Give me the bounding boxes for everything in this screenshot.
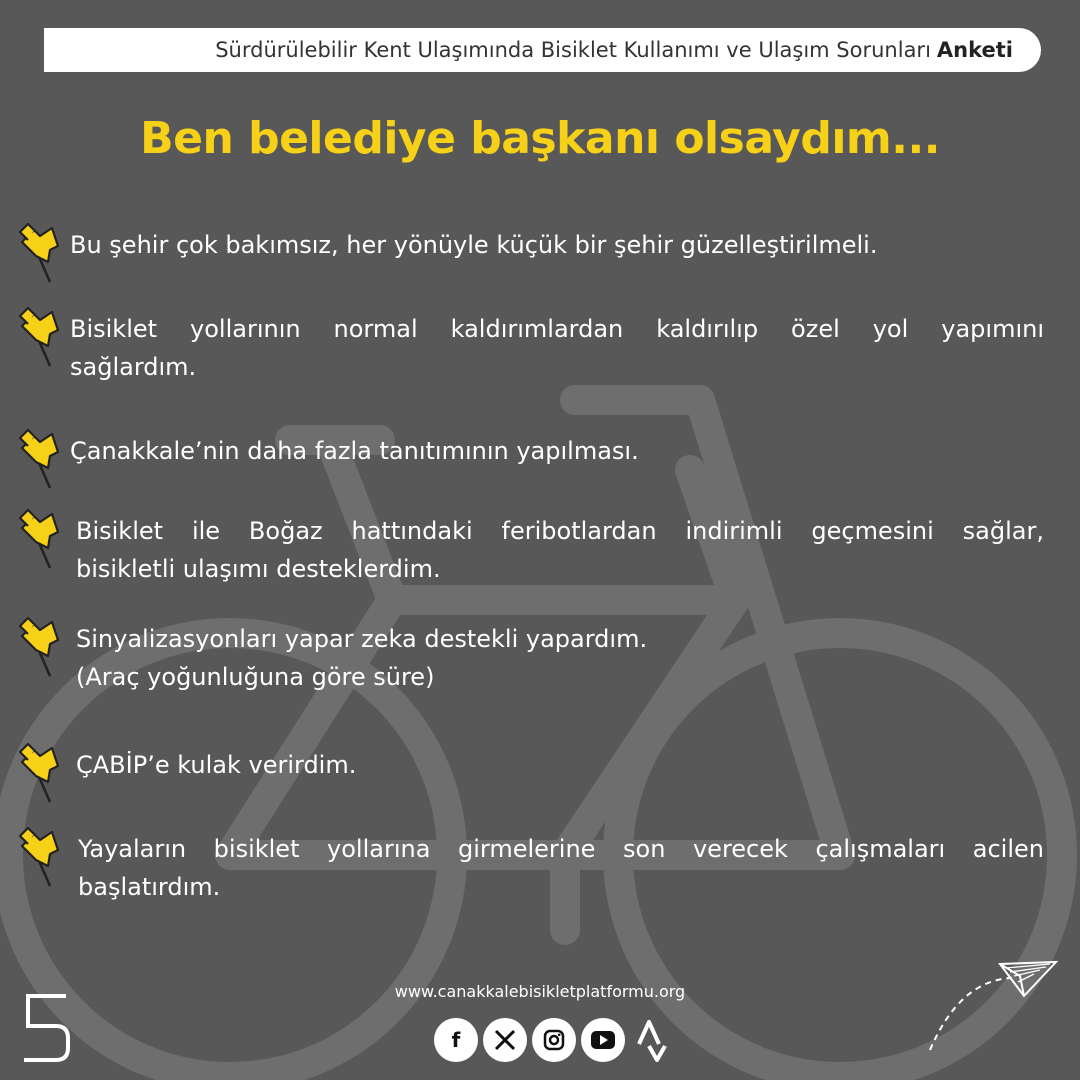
list-item — [14, 830, 1044, 906]
survey-header-bar — [44, 28, 1041, 72]
paper-plane-icon — [920, 950, 1070, 1060]
number-five-logo-icon — [20, 992, 74, 1064]
pushpin-icon — [14, 304, 66, 376]
pushpin-icon — [14, 426, 66, 498]
instagram-icon[interactable] — [532, 1018, 576, 1062]
list-item-text: (Araç yoğunluğuna göre süre) — [76, 663, 435, 691]
pushpin-icon — [14, 740, 66, 812]
page-title: Ben belediye başkanı olsaydım... — [140, 113, 940, 164]
list-item-text: Yayaların bisiklet yollarına girmelerine son verecek çalışmaları acilen — [78, 835, 1044, 863]
list-item-text: Bu şehir çok bakımsız, her yönüyle küçük bir şehir güzelleştirilmeli. — [70, 231, 878, 259]
pushpin-icon — [14, 506, 66, 578]
strava-icon[interactable] — [630, 1018, 674, 1062]
list-item-text: bisikletli ulaşımı desteklerdim. — [76, 555, 441, 583]
list-item — [14, 226, 1044, 264]
facebook-icon[interactable]: f — [434, 1018, 478, 1062]
list-item — [14, 512, 1044, 588]
list-item — [14, 432, 1044, 470]
list-item-text: Bisiklet ile Boğaz hattındaki feribotlardan indirimli geçmesini sağlar, — [76, 517, 1044, 545]
header-text: Sürdürülebilir Kent Ulaşımında Bisiklet Kullanımı ve Ulaşım Sorunları — [215, 38, 931, 62]
header-bold-text: Anketi — [936, 38, 1013, 62]
x-icon[interactable] — [483, 1018, 527, 1062]
website-link[interactable]: www.canakkalebisikletplatformu.org — [394, 982, 686, 1001]
pushpin-icon — [14, 220, 66, 292]
list-item-text: sağlardım. — [70, 353, 197, 381]
list-item — [14, 310, 1044, 386]
social-icons — [434, 1018, 674, 1062]
pushpin-icon — [14, 824, 66, 896]
list-item-text: Bisiklet yollarının normal kaldırımlardan kaldırılıp özel yol yapımını — [70, 315, 1044, 343]
list-item-text: ÇABİP’e kulak verirdim. — [76, 751, 357, 779]
list-item-text: Çanakkale’nin daha fazla tanıtımının yapılması. — [70, 437, 639, 465]
list-item-text: Sinyalizasyonları yapar zeka destekli yapardım. — [76, 625, 648, 653]
list-item-text: başlatırdım. — [78, 873, 221, 901]
pushpin-icon — [14, 614, 66, 686]
list-item — [14, 746, 1044, 784]
list-item — [14, 620, 1044, 696]
youtube-icon[interactable] — [581, 1018, 625, 1062]
